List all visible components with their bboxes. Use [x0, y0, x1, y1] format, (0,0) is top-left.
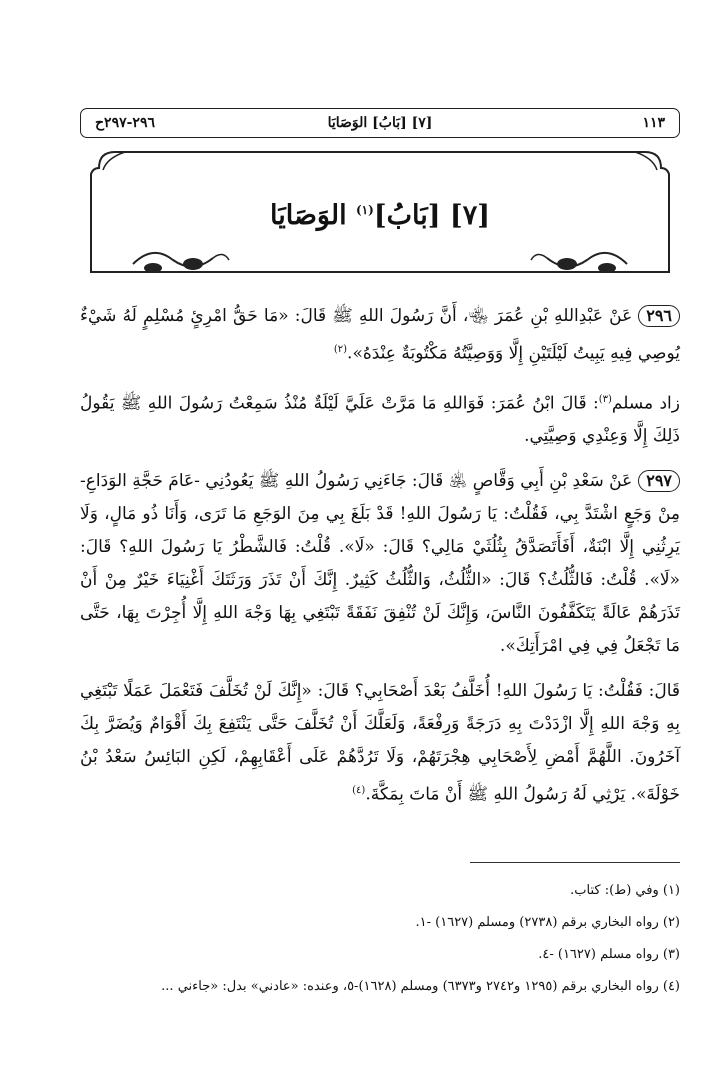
header-page-number: ١١٣: [642, 115, 665, 131]
footnote-ref: (٤): [352, 785, 366, 797]
footnote-1: (١) وفي (ط): كتاب.: [570, 883, 680, 898]
footnotes: [80, 875, 680, 1003]
muslim-addition: [80, 383, 680, 454]
footnote-3: (٣) رواه مسلم (١٦٢٧) -٤.: [538, 947, 680, 962]
footnote-divider: [470, 862, 680, 863]
footnote-4: (٤) رواه البخاري برقم (١٢٩٥ و٢٧٤٢ و٦٣٧٣) ومسلم (١٦٢٨)-٥، وعنده: «عادني» بدل: «جاءني ...: [161, 979, 680, 994]
main-text: [80, 300, 680, 824]
running-header: [80, 108, 680, 138]
hadith-number: ٢٩٧: [638, 470, 680, 492]
hadith-296: [80, 300, 680, 371]
hadith-297: [80, 465, 680, 663]
hadith-297-continuation: [80, 675, 680, 812]
addition-text: : قَالَ ابْنُ عُمَرَ: فَوَاللهِ مَا مَرَّتْ عَلَيَّ لَيْلَةٌ مُنْذُ سَمِعْتُ رَسُولَ اللهِ ﷺ يَقُولُ ذَلِكَ إِلَّا وَعِنْدِي وَصِيَّتِي.: [80, 393, 680, 447]
header-hadith-range: ٢٩٦-٢٩٧ح: [95, 115, 155, 131]
hadith-text: عَنْ سَعْدِ بْنِ أَبِي وَقَّاصٍ ﵁ قَالَ: جَاءَنِي رَسُولُ اللهِ ﷺ يَعُودُنِي -عَامَ حَجَّةِ الوَدَاعِ- مِنْ وَجَعٍ اشْتَدَّ بِي، فَقُلْتُ: يَا رَسُولَ اللهِ! قَدْ بَلَغَ بِي مِنَ الوَجَعِ مَا تَرَى، وَأَنَا ذُو مَالٍ، وَلَا يَرِثُنِي إِلَّا ابْنَةٌ، أَفَأَتَصَدَّقُ بِثُلُثَيْ مَالِي؟ قَالَ: «لَا». قُلْتُ: فَالشَّطْرُ يَا رَسُولَ اللهِ؟ قَالَ: «لَا». قُلْتُ: فَالثُّلُثُ؟ قَالَ: «الثُّلُثُ، وَالثُّلُثُ كَثِيرٌ. إِنَّكَ أَنْ تَذَرَ وَرَثَتَكَ أَغْنِيَاءَ خَيْرٌ مِنْ أَنْ تَذَرَهُمْ عَالَةً يَتَكَفَّفُونَ النَّاسَ، وَإِنَّكَ لَنْ تُنْفِقَ نَفَقَةً تَبْتَغِي بِهَا وَجْهَ اللهِ إِلَّا أُجِرْتَ بِهَا، حَتَّى مَا تَجْعَلُ فِي فِي امْرَأَتِكَ».: [80, 471, 680, 657]
hadith-text: عَنْ عَبْدِاللهِ بْنِ عُمَرَ ﵄، أَنَّ رَسُولَ اللهِ ﷺ قَالَ: «مَا حَقُّ امْرِئٍ مُسْلِمٍ لَهُ شَيْءٌ يُوصِي فِيهِ يَبِيتُ لَيْلَتَيْنِ إِلَّا وَوَصِيَّتُهُ مَكْتُوبَةٌ عِنْدَهُ».: [80, 306, 680, 364]
footnote-ref: (٣): [598, 393, 612, 405]
hadith-text: قَالَ: فَقُلْتُ: يَا رَسُولَ اللهِ! أُخَلَّفُ بَعْدَ أَصْحَابِي؟ قَالَ: «إِنَّكَ لَنْ تُخَلَّفَ فَتَعْمَلَ عَمَلًا تَبْتَغِي بِهِ وَجْهَ اللهِ إِلَّا ازْدَدْتَ بِهِ دَرَجَةً وَرِفْعَةً، وَلَعَلَّكَ أَنْ تُخَلَّفَ حَتَّى يَنْتَفِعَ بِكَ أَقْوَامٌ وَيُضَرَّ بِكَ آخَرُونَ. اللَّهُمَّ أَمْضِ لِأَصْحَابِي هِجْرَتَهُمْ، وَلَا تَرُدَّهُمْ عَلَى أَعْقَابِهِمْ، لَكِنِ البَائِسُ سَعْدُ بْنُ خَوْلَةَ». يَرْثِي لَهُ رَسُولُ اللهِ ﷺ أَنْ مَاتَ بِمَكَّةَ.: [80, 681, 680, 805]
header-chapter-title: [٧] [بَابُ] الوَصَايَا: [327, 115, 433, 131]
chapter-footnote-ref: (١): [355, 203, 374, 217]
footnote-2: (٢) رواه البخاري برقم (٢٧٣٨) ومسلم (١٦٢٧) -١.: [415, 915, 680, 930]
chapter-title-frame: [85, 148, 675, 290]
hadith-number: ٢٩٦: [638, 305, 680, 327]
footnote-ref: (٢): [333, 344, 348, 355]
chapter-title: [٧] [بَابُ]$^{(١)}$ الوَصَايَا: [270, 200, 490, 231]
addition-lead: زاد مسلم: [611, 393, 680, 414]
